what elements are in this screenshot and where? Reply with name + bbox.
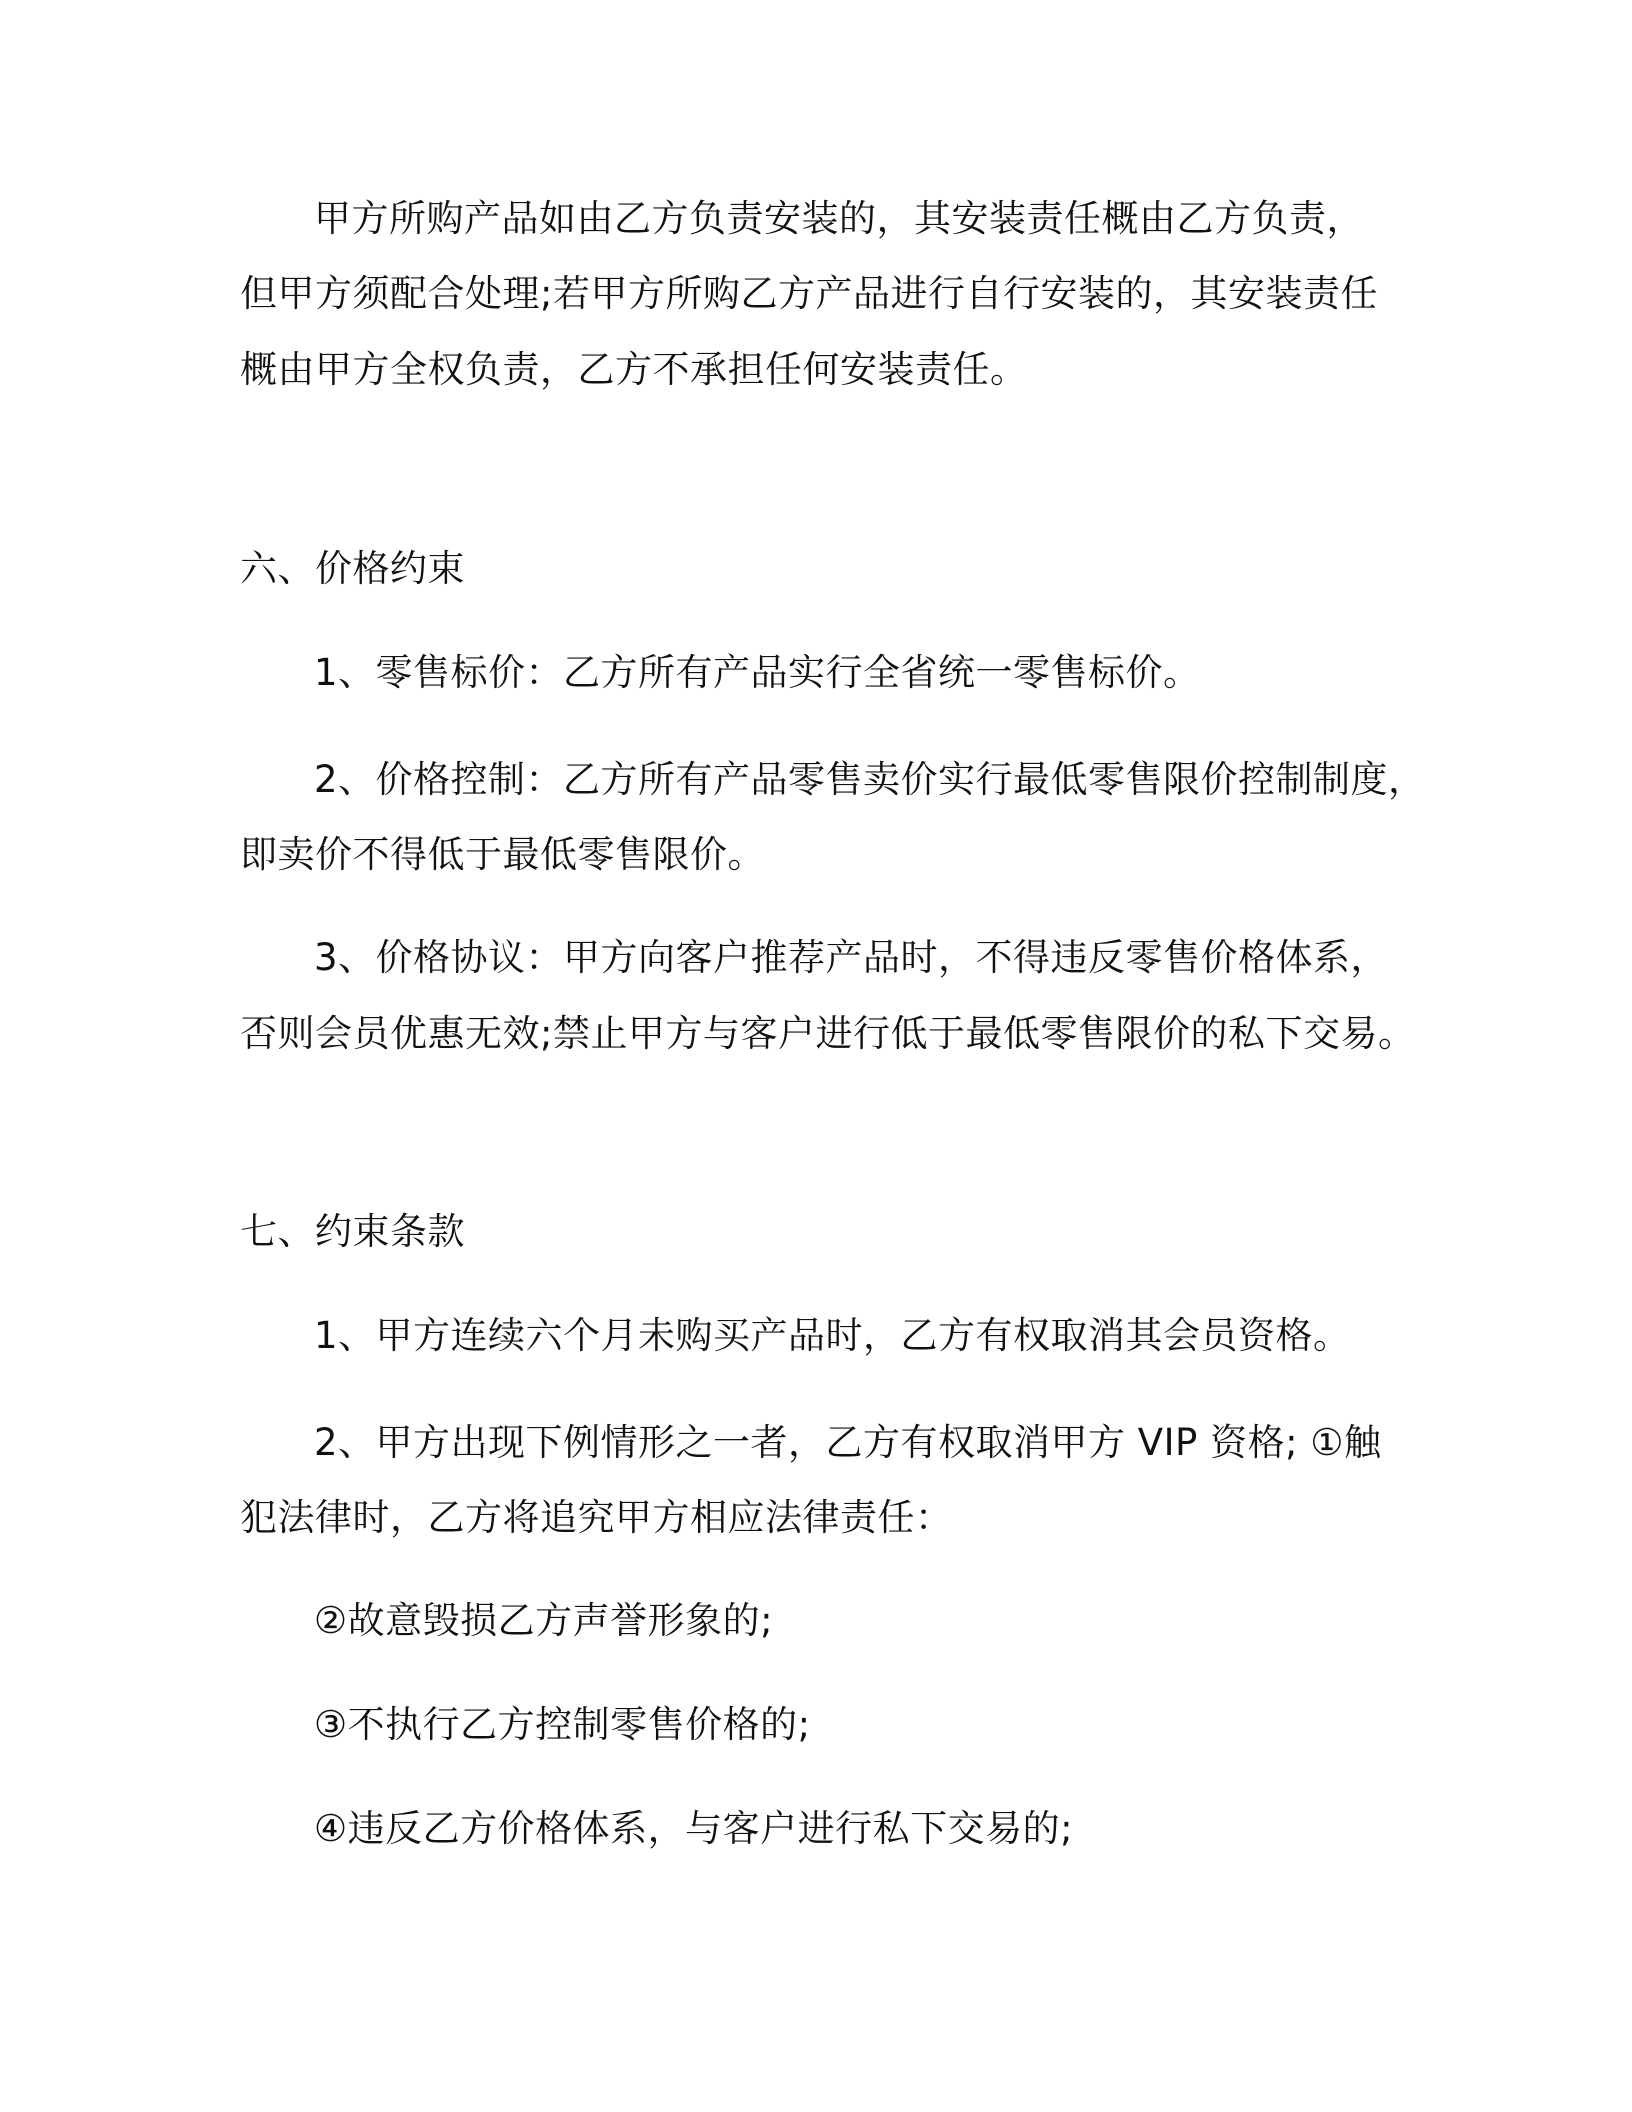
section7-item1: 1、甲方连续六个月未购买产品时，乙方有权取消其会员资格。 <box>314 1314 1351 1357</box>
intro-line-3: 概由甲方全权负责，乙方不承担任何安装责任。 <box>240 348 1028 391</box>
section7-sub2: ②故意毁损乙方声誉形象的; <box>314 1599 774 1642</box>
section7-sub3: ③不执行乙方控制零售价格的; <box>314 1703 811 1746</box>
section7-sub4: ④违反乙方价格体系，与客户进行私下交易的; <box>314 1807 1074 1850</box>
intro-line-2: 但甲方须配合处理;若甲方所购乙方产品进行自行安装的，其安装责任 <box>240 272 1378 315</box>
section6-item3-line2: 否则会员优惠无效;禁止甲方与客户进行低于最低零售限价的私下交易。 <box>240 1012 1416 1055</box>
intro-line-1: 甲方所购产品如由乙方负责安装的，其安装责任概由乙方负责， <box>314 197 1364 240</box>
section6-item1: 1、零售标价：乙方所有产品实行全省统一零售标价。 <box>314 651 1201 694</box>
section7-heading: 七、约束条款 <box>240 1210 465 1253</box>
section6-heading: 六、价格约束 <box>240 547 465 590</box>
section6-item3-line1: 3、价格协议：甲方向客户推荐产品时，不得违反零售价格体系， <box>314 936 1389 979</box>
section6-item2-line1: 2、价格控制：乙方所有产品零售卖价实行最低零售限价控制制度， <box>314 758 1426 801</box>
section6-item2-line2: 即卖价不得低于最低零售限价。 <box>240 833 765 876</box>
section7-item2-line1: 2、甲方出现下例情形之一者，乙方有权取消甲方 VIP 资格; ①触 <box>314 1421 1382 1464</box>
section7-item2-line2: 犯法律时，乙方将追究甲方相应法律责任： <box>240 1496 953 1539</box>
